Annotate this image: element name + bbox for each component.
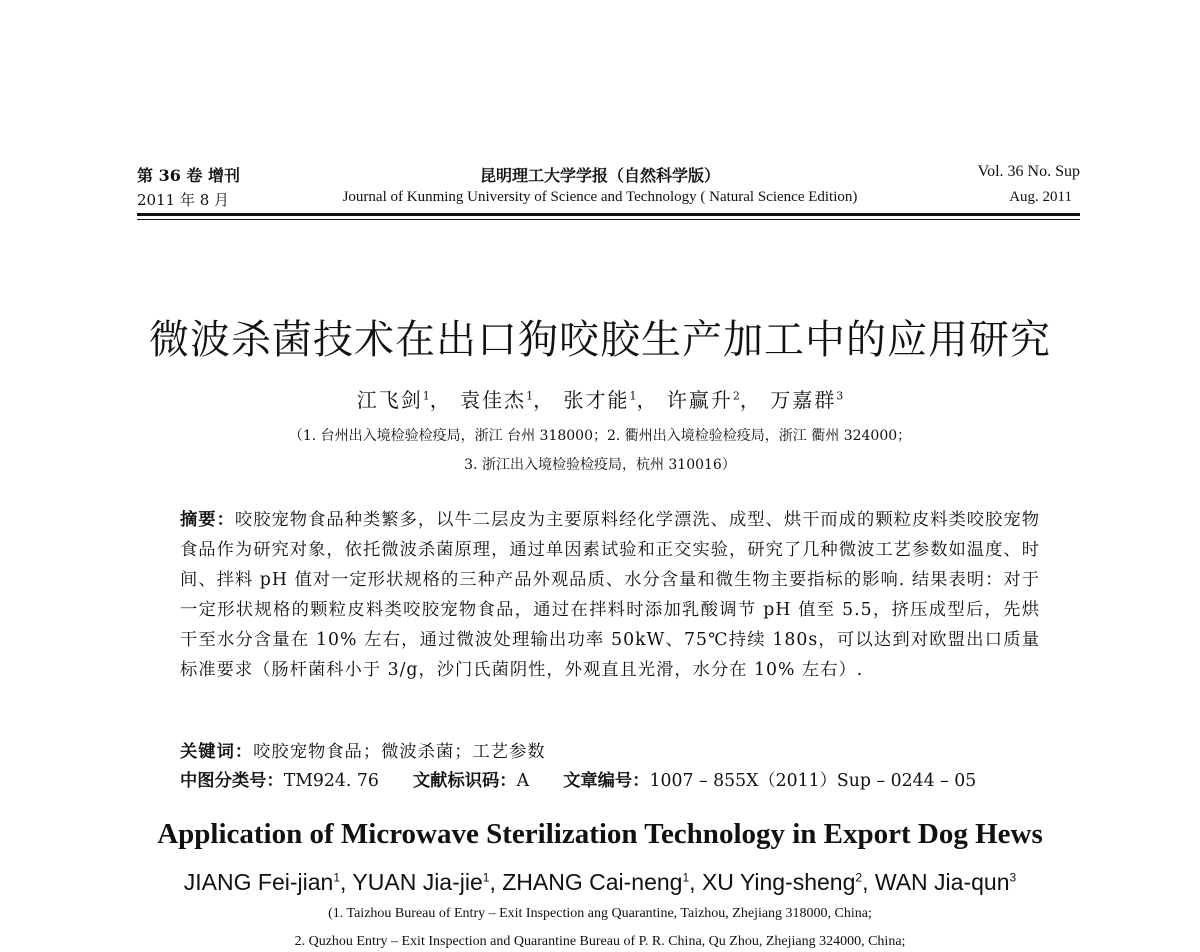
author-cn: 袁佳杰: [460, 388, 527, 412]
keywords: [180, 737, 546, 762]
author-en: WAN Jia-qun: [874, 869, 1010, 895]
clc-label: 中图分类号：: [180, 771, 284, 791]
author-sup: 1: [333, 870, 341, 885]
keywords-text: 咬胶宠物食品；微波杀菌；工艺参数: [253, 742, 546, 762]
author-sup: 2: [855, 870, 863, 885]
abstract: [180, 505, 1040, 685]
article-number-label: 文章编号：: [563, 771, 650, 791]
date-cn: 2011 年 8 月: [137, 191, 230, 209]
author-sup: 1: [526, 389, 534, 403]
author-sup: 1: [629, 389, 637, 403]
author-cn: 万嘉群: [770, 388, 837, 412]
volume-en: Vol. 36 No. Sup: [977, 163, 1080, 180]
affiliation-en-line2: 2. Quzhou Entry – Exit Inspection and Quarantine Bureau of P. R. China, Qu Zhou, Zhejiang 324000, China;: [294, 934, 906, 949]
date-en: Aug. 2011: [1009, 189, 1072, 205]
author-sup: 1: [422, 389, 430, 403]
header-rule-thick: [137, 213, 1080, 216]
author-cn: 张才能: [563, 388, 630, 412]
paper-title-en: Application of Microwave Sterilization Technology in Export Dog Hews: [157, 818, 1043, 850]
affiliation-en-line1: (1. Taizhou Bureau of Entry – Exit Inspection ang Quarantine, Taizhou, Zhejiang 318000, China;: [328, 906, 872, 921]
author-sup: 3: [836, 389, 844, 403]
journal-title-cn: 昆明理工大学学报（自然科学版）: [479, 166, 720, 185]
affiliation-cn-line1: （1. 台州出入境检验检疫局，浙江 台州 318000；2. 衢州出入境检验检疫局，浙江 衢州 324000；: [288, 428, 912, 444]
author-sup: 1: [482, 870, 490, 885]
author-sup: 1: [682, 870, 690, 885]
doc-code-label: 文献标识码：: [412, 771, 517, 791]
author-cn: 许赢升: [666, 388, 733, 412]
author-en: YUAN Jia-jie: [352, 869, 483, 895]
author-sup: 2: [732, 389, 740, 403]
author-cn: 江飞剑: [356, 388, 423, 412]
keywords-label: 关键词：: [180, 742, 254, 762]
author-en: ZHANG Cai-neng: [502, 869, 683, 895]
journal-title-en: Journal of Kunming University of Science and Technology ( Natural Science Edition): [342, 189, 858, 205]
header-rule-thin: [137, 219, 1080, 220]
affiliation-cn-line2: 3. 浙江出入境检验检疫局，杭州 310016）: [464, 457, 736, 473]
clc-value: TM924. 76: [283, 771, 379, 791]
authors-cn: 江飞剑$^1$， 袁佳杰$^1$， 张才能$^1$， 许赢升$^2$， 万嘉群$^3$: [356, 388, 844, 412]
doc-code-value: A: [516, 771, 530, 791]
article-number-value: 1007 – 855X（2011）Sup – 0244 – 05: [649, 771, 977, 791]
abstract-label: 摘要：: [180, 510, 235, 530]
author-en: XU Ying-sheng: [701, 869, 856, 895]
volume-cn: 第 36 卷 增刊: [137, 166, 240, 185]
authors-en: JIANG Fei-jian$^1$, YUAN Jia-jie$^1$, ZHANG Cai-neng$^1$, XU Ying-sheng$^2$, WAN Jia-qun$^3$: [183, 869, 1017, 895]
author-en: JIANG Fei-jian: [183, 869, 334, 895]
classification-line: [180, 766, 976, 791]
author-sup: 3: [1009, 870, 1017, 885]
abstract-text: 咬胶宠物食品种类繁多，以牛二层皮为主要原料经化学漂洗、成型、烘干而成的颗粒皮料类咬胶宠物食品作为研究对象，依托微波杀菌原理，通过单因素试验和正交实验，研究了几种微波工艺参数如温度、时间、拌料 pH 值对一定形状规格的三种产品外观品质、水分含量和微生物主要指标的影响. 结果表明：对于一定形状规格的颗粒皮料类咬胶宠物食品，通过在拌料时添加乳酸调节 pH 值至 5.5，挤压成型后，先烘干至水分含量在 10% 左右，通过微波处理输出功率 50kW、75℃持续 180s，可以达到对欧盟出口质量标准要求（肠杆菌科小于 3/g，沙门氏菌阴性，外观直且光滑，水分在 10% 左右）.: [180, 510, 1040, 680]
paper-title-cn: 微波杀菌技术在出口狗咬胶生产加工中的应用研究: [149, 317, 1051, 363]
